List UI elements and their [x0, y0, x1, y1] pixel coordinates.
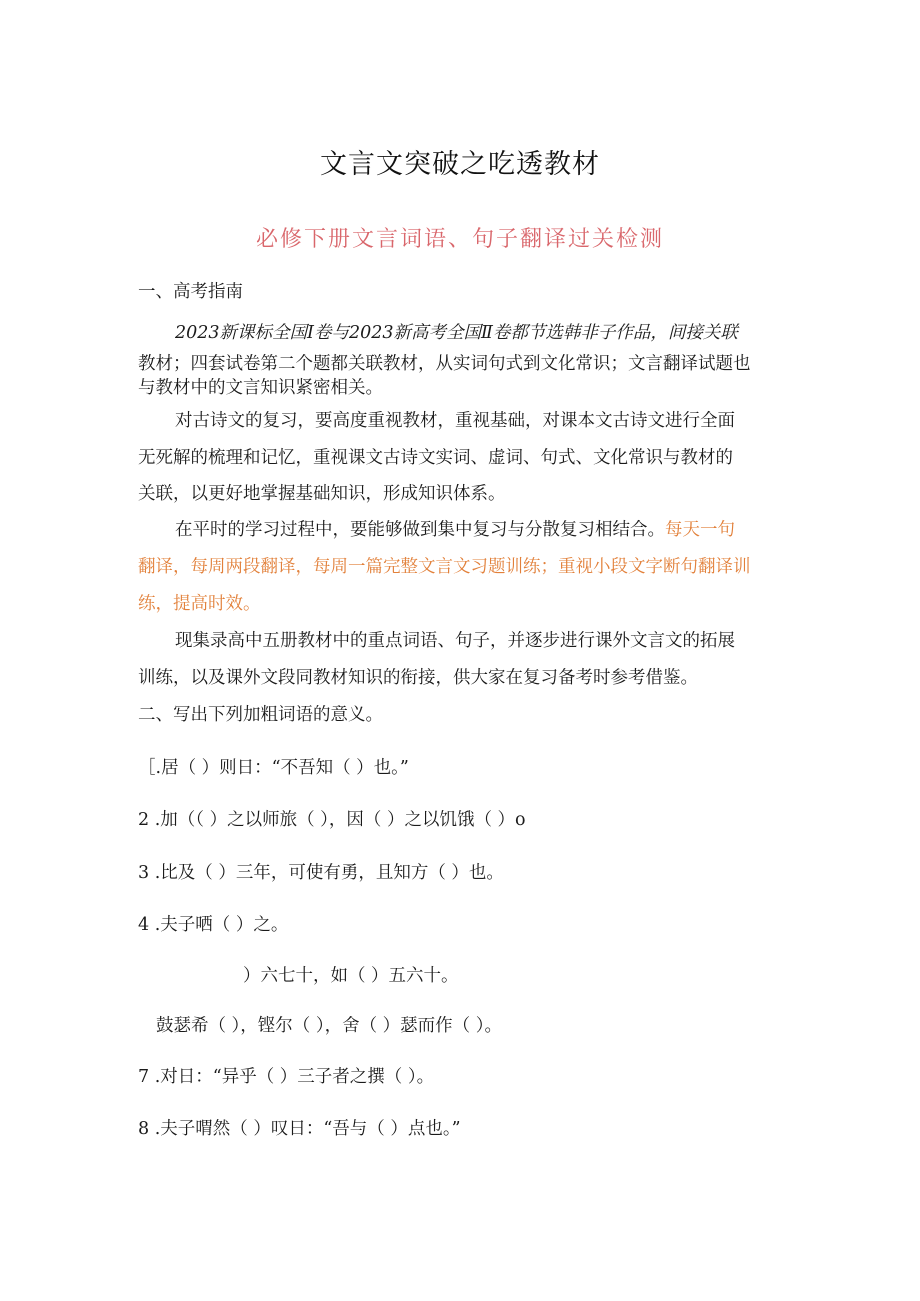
question-3: 3 .比及（ ）三年，可使有勇，且知方（ ）也。 — [138, 863, 504, 883]
question-4: 4 .夫子哂（ ）之。 — [138, 915, 289, 935]
question-5: ）六七十，如（ ）五六十。 — [243, 966, 459, 986]
para3-line1 — [175, 522, 735, 540]
para1-line3: 与教材中的文言知识紧密相关。 — [138, 378, 383, 398]
section-heading-guide: 一、高考指南 — [138, 282, 243, 302]
para2-line1: 对古诗文的复习，要高度重视教材，重视基础，对课本文古诗文进行全面 — [175, 411, 735, 431]
para2-line2: 无死解的梳理和记忆，重视课文古诗文实词、虚词、句式、文化常识与教材的 — [138, 448, 733, 468]
para2-line3: 关联，以更好地掌握基础知识，形成知识体系。 — [138, 484, 506, 504]
para4-line1: 现集录高中五册教材中的重点词语、句子，并逐步进行课外文言文的拓展 — [175, 631, 735, 651]
para3-line2-highlight: 翻译，每周两段翻译，每周一篇完整文言文习题训练；重视小段文字断句翻译训 — [138, 557, 751, 577]
question-7: 7 .对日：“异乎（ ）三子者之撰（ ）。 — [138, 1067, 435, 1087]
para4-line2: 训练，以及课外文段同教材知识的衔接，供大家在复习备考时参考借鉴。 — [138, 668, 698, 688]
section-heading-exercise: 二、写出下列加粗词语的意义。 — [138, 705, 383, 725]
question-6: 鼓瑟希（ ），铿尔（ ），舍（ ）瑟而作（ ）。 — [156, 1016, 502, 1036]
para1-line1: 2023新课标全国Ⅰ卷与2023新高考全国Ⅱ卷都节选韩非子作品，间接关联 — [175, 323, 738, 343]
question-1: ［.居（ ）则日：“不吾知（ ）也。” — [138, 758, 409, 778]
question-8: 8 .夫子喟然（ ）叹日：“吾与（ ）点也。” — [138, 1119, 461, 1139]
para3-line1-normal: 在平时的学习过程中，要能够做到集中复习与分散复习相结合。 — [175, 520, 665, 540]
page-subtitle: 必修下册文言词语、句子翻译过关检测 — [255, 227, 664, 252]
para1-line2: 教材；四套试卷第二个题都关联教材，从实词句式到文化常识；文言翻译试题也 — [138, 354, 751, 374]
page-title: 文言文突破之吃透教材 — [320, 149, 600, 180]
question-2: 2 .加（（ ）之以师旅（ ），因（ ）之以饥饿（ ）o — [138, 810, 526, 830]
para3-line1-highlight: 每天一句 — [665, 520, 735, 540]
para3-line3-highlight: 练，提高时效。 — [138, 594, 261, 614]
